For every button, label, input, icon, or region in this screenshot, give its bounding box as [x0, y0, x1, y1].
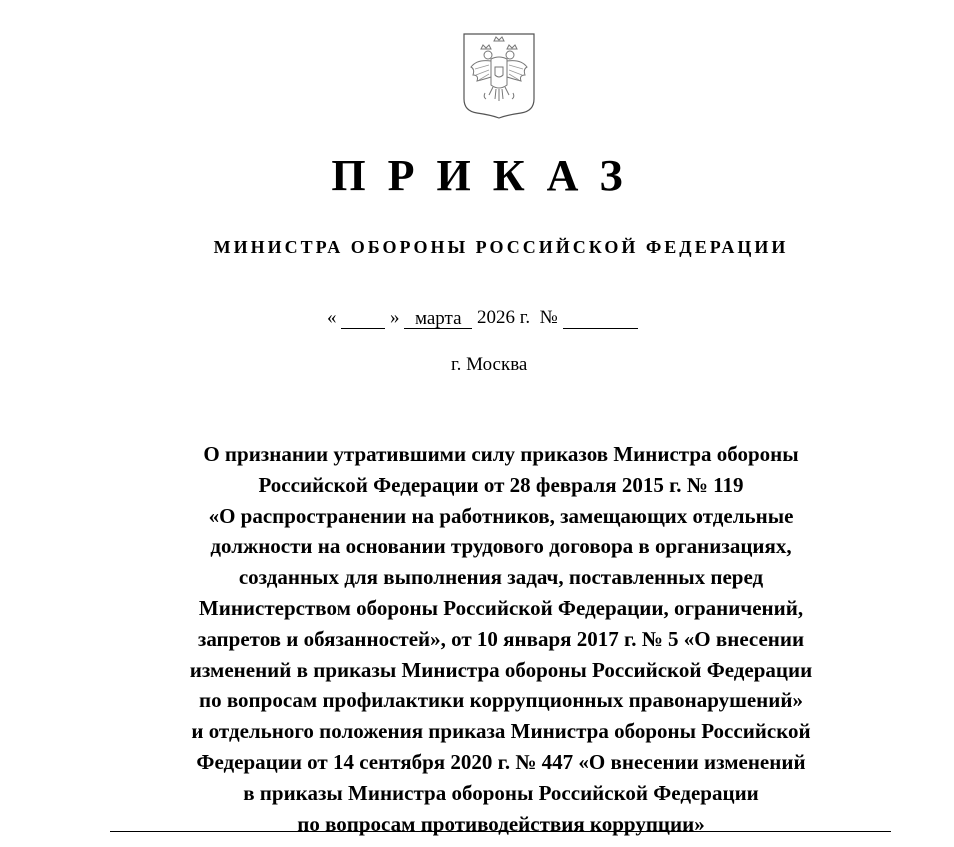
heading-line: изменений в приказы Министра обороны Российской Федерации	[189, 657, 813, 682]
heading-line: Федерации от 14 сентября 2020 г. № 447 «О внесении изменений	[196, 749, 806, 774]
document-title: ПРИКАЗ	[331, 151, 645, 200]
month-field: марта	[404, 308, 472, 329]
heading-underline	[110, 831, 891, 832]
number-blank	[563, 308, 638, 329]
heading-line: Российской Федерации от 28 февраля 2015 г. № 119	[258, 472, 744, 497]
year-text: 2026 г.	[477, 307, 531, 328]
number-sign: №	[539, 307, 558, 328]
close-quote: »	[390, 307, 400, 328]
heading-line: О признании утратившими силу приказов Министра обороны	[203, 442, 799, 466]
order-heading	[110, 439, 892, 839]
heading-line: запретов и обязанностей», от 10 января 2017 г. № 5 «О внесении	[197, 626, 805, 651]
coat-of-arms-icon	[463, 33, 535, 119]
date-number-line	[327, 307, 638, 329]
city: г. Москва	[451, 354, 528, 375]
open-quote: «	[327, 307, 337, 328]
heading-line: созданных для выполнения задач, поставленных перед	[238, 565, 764, 590]
heading-line: «О распространении на работников, замещающих отдельные	[208, 503, 794, 528]
heading-line: должности на основании трудового договора в организациях,	[210, 534, 792, 559]
issuing-authority: МИНИСТРА ОБОРОНЫ РОССИЙСКОЙ ФЕДЕРАЦИИ	[213, 237, 789, 257]
heading-line: по вопросам профилактики коррупционных правонарушений»	[199, 688, 803, 713]
heading-line: в приказы Министра обороны Российской Федерации	[243, 780, 759, 805]
heading-line: по вопросам противодействия коррупции»	[297, 811, 705, 836]
heading-line: Министерством обороны Российской Федерации, ограничений,	[198, 595, 804, 620]
heading-line: и отдельного положения приказа Министра обороны Российской	[191, 719, 811, 744]
day-blank	[341, 308, 385, 329]
